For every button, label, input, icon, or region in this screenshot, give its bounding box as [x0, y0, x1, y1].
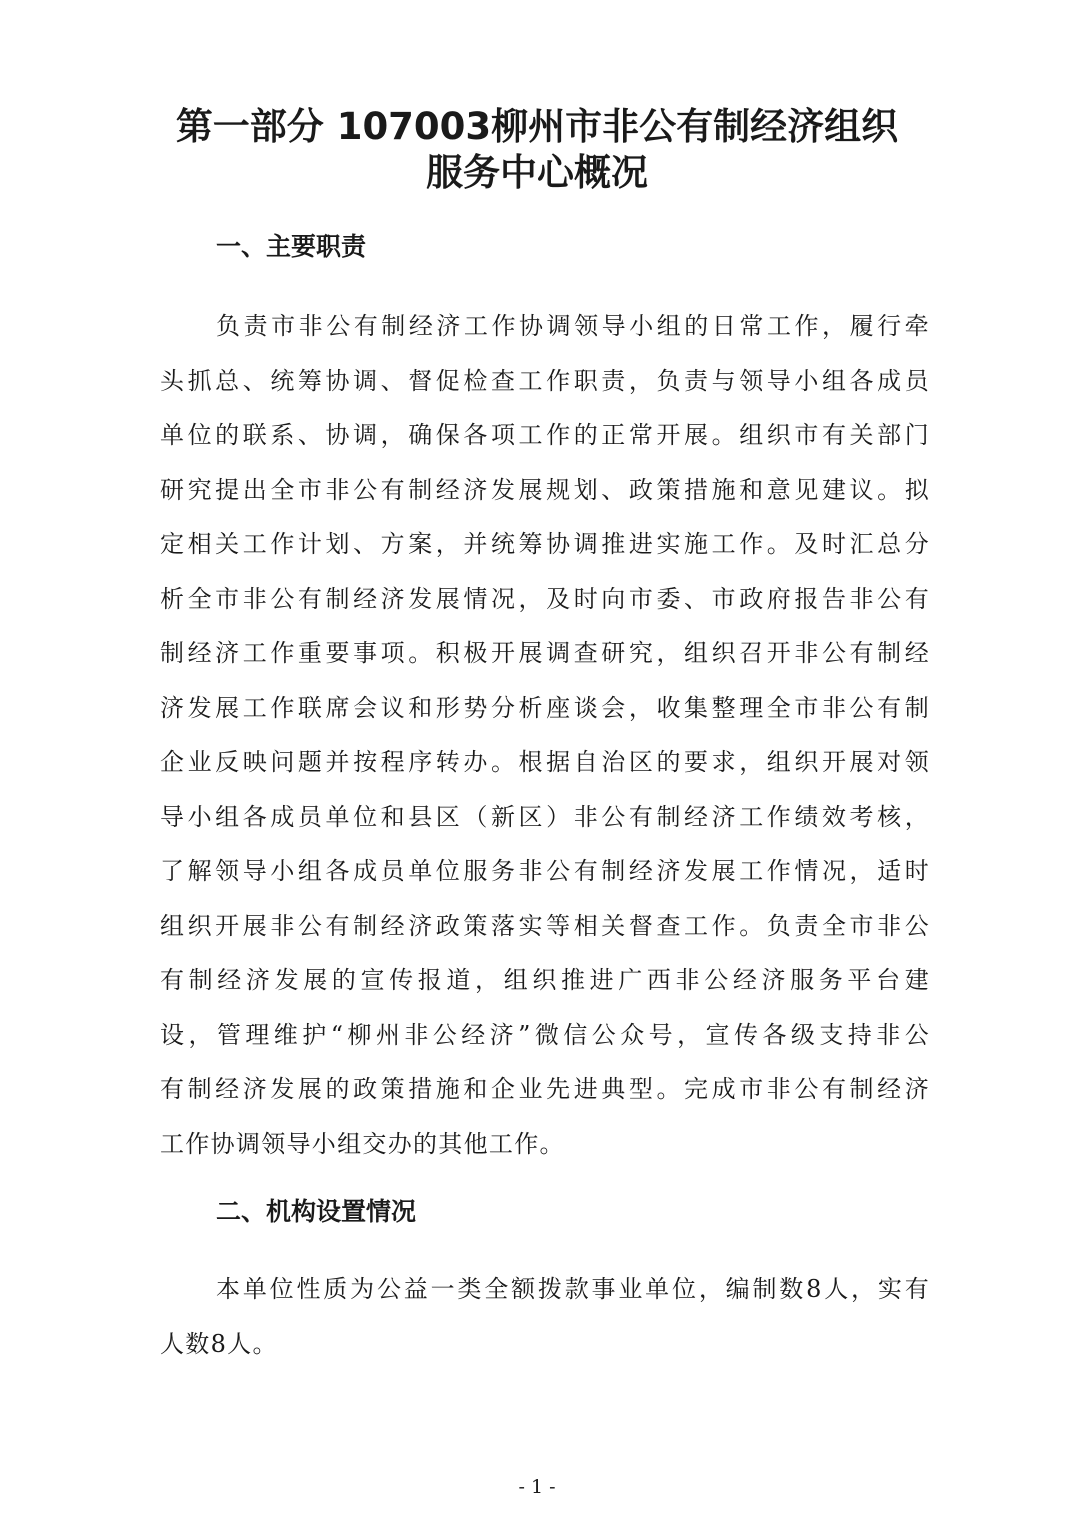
paragraph-line: 本单位性质为公益一类全额拨款事业单位，编制数8人，实有	[216, 1275, 930, 1303]
paragraph-line: 导小组各成员单位和县区（新区）非公有制经济工作绩效考核，	[160, 802, 930, 831]
page-number: - 1 -	[518, 1476, 556, 1498]
paragraph-line: 有制经济发展的政策措施和企业先进典型。完成市非公有制经济	[160, 1075, 930, 1103]
page-title-line-2: 服务中心概况	[426, 151, 648, 194]
paragraph-line: 制经济工作重要事项。积极开展调查研究，组织召开非公有制经	[160, 639, 930, 667]
section-heading-main-duties: 一、主要职责	[216, 232, 367, 261]
paragraph-line: 研究提出全市非公有制经济发展规划、政策措施和意见建议。拟	[160, 475, 930, 504]
page-title-line-1: 第一部分 107003柳州市非公有制经济组织	[175, 105, 899, 148]
paragraph-line: 企业反映问题并按程序转办。根据自治区的要求，组织开展对领	[160, 748, 930, 776]
organization-paragraph	[160, 1262, 930, 1371]
paragraph-line: 工作协调领导小组交办的其他工作。	[160, 1129, 565, 1158]
paragraph-line: 负责市非公有制经济工作协调领导小组的日常工作，履行牵	[216, 312, 930, 340]
paragraph-line: 单位的联系、协调，确保各项工作的正常开展。组织市有关部门	[160, 421, 930, 449]
paragraph-line: 人数8人。	[160, 1329, 278, 1358]
paragraph-line: 组织开展非公有制经济政策落实等相关督查工作。负责全市非公	[160, 911, 930, 940]
main-duties-paragraph	[160, 299, 930, 1171]
section-heading-organization: 二、机构设置情况	[216, 1197, 417, 1226]
paragraph-line: 有制经济发展的宣传报道，组织推进广西非公经济服务平台建	[160, 966, 930, 994]
paragraph-line: 定相关工作计划、方案，并统筹协调推进实施工作。及时汇总分	[160, 530, 930, 558]
paragraph-line: 头抓总、统筹协调、督促检查工作职责，负责与领导小组各成员	[160, 366, 930, 395]
page-title	[100, 104, 974, 196]
paragraph-line: 了解领导小组各成员单位服务非公有制经济发展工作情况，适时	[160, 857, 930, 885]
paragraph-line: 济发展工作联席会议和形势分析座谈会，收集整理全市非公有制	[160, 693, 930, 722]
paragraph-line: 设，管理维护“柳州非公经济”微信公众号，宣传各级支持非公	[160, 1020, 930, 1049]
paragraph-line: 析全市非公有制经济发展情况，及时向市委、市政府报告非公有	[160, 584, 930, 613]
